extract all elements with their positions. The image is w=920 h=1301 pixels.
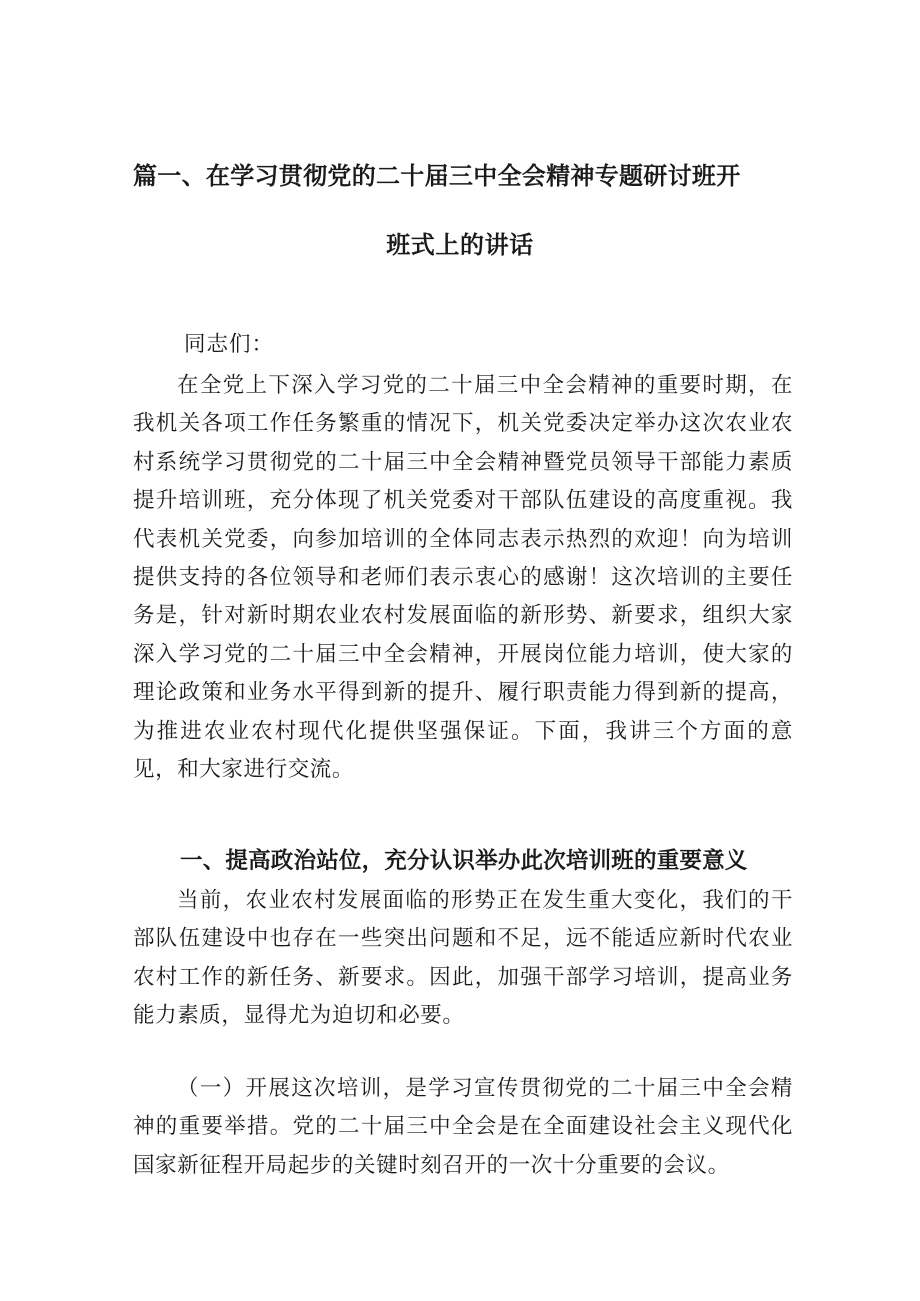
paragraph-opening: 在全党上下深入学习党的二十届三中全会精神的重要时期，在我机关各项工作任务繁重的情况下，机关党委决定举办这次农业农村系统学习贯彻党的二十届三中全会精神暨党员领导干部能力素质提升培训班，充分体现了机关党委对干部队伍建设的高度重视。我代表机关党委，向参加培训的全体同志表示热烈的欢迎！向为培训提供支持的各位领导和老师们表示衷心的感谢！这次培训的主要任务是，针对新时期农业农村发展面临的新形势、新要求，组织大家深入学习党的二十届三中全会精神，开展岗位能力培训，使大家的理论政策和业务水平得到新的提升、履行职责能力得到新的提高，为推进农业农村现代化提供坚强保证。下面，我讲三个方面的意见，和大家进行交流。 [133, 373, 793, 783]
greeting: 同志们： [184, 332, 275, 357]
section-heading-1: 一、提高政治站位，充分认识举办此次培训班的重要意义 [180, 848, 748, 874]
document-title-line-2: 班式上的讲话 [386, 231, 534, 259]
paragraph-point-1: （一）开展这次培训，是学习宣传贯彻党的二十届三中全会精神的重要举措。党的二十届三中全会是在全面建设社会主义现代化国家新征程开局起步的关键时刻召开的一次十分重要的会议。 [133, 1076, 793, 1178]
paragraph-current-situation: 当前，农业农村发展面临的形势正在发生重大变化，我们的干部队伍建设中也存在一些突出问题和不足，远不能适应新时代农业农村工作的新任务、新要求。因此，加强干部学习培训，提高业务能力素质，显得尤为迫切和必要。 [133, 888, 793, 1029]
document-title-line-1: 篇一、在学习贯彻党的二十届三中全会精神专题研讨班开 [133, 162, 741, 190]
